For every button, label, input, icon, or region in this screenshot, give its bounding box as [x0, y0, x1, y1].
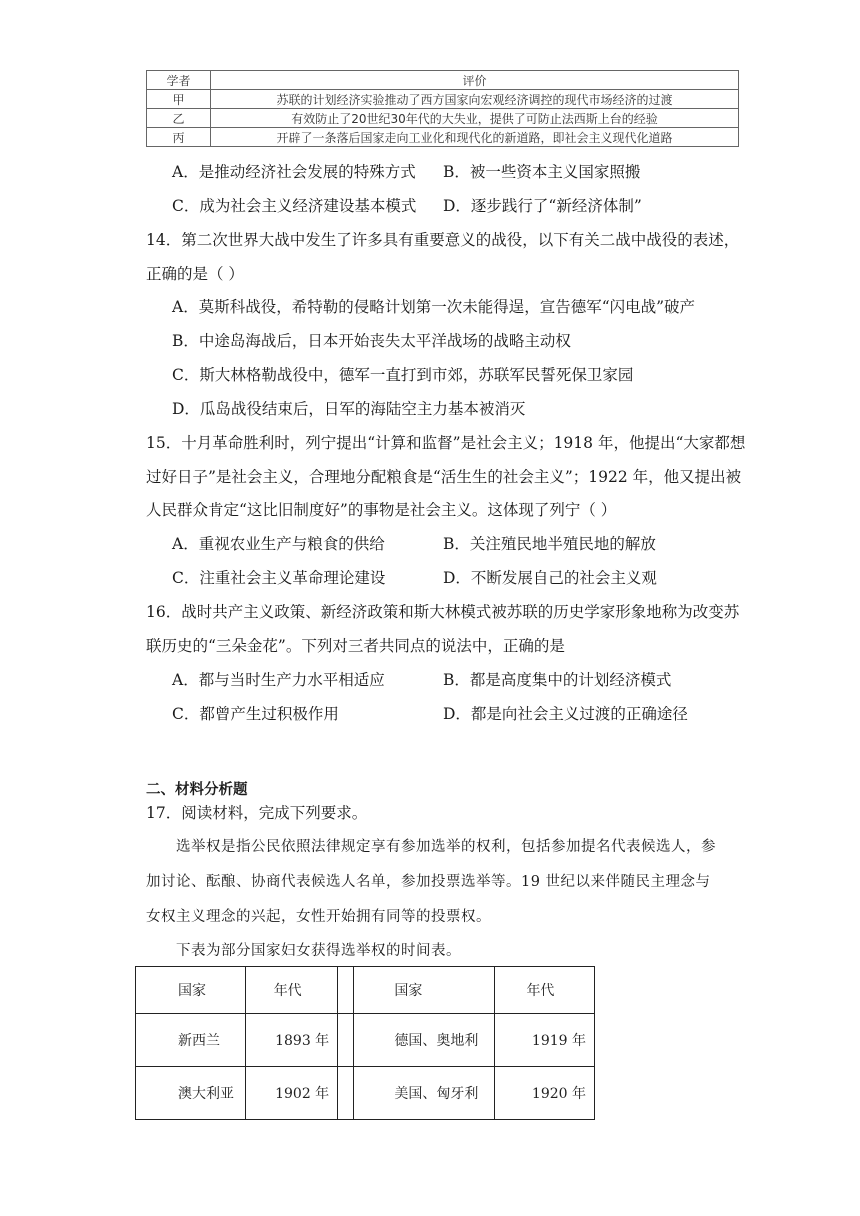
header-year: 年代	[494, 967, 594, 1014]
table-row	[147, 128, 739, 147]
country-cell: 澳大利亚	[136, 1067, 246, 1120]
scholar-cell: 甲	[147, 90, 211, 109]
header-year: 年代	[246, 967, 338, 1014]
q13-option-b[interactable]: B．被一些资本主义国家照搬	[443, 163, 641, 181]
q16-option-c[interactable]: C．都曾产生过积极作用	[172, 705, 339, 723]
country-cell: 新西兰	[136, 1014, 246, 1067]
scholar-cell: 乙	[147, 109, 211, 128]
section-title: 二、材料分析题	[146, 782, 248, 798]
header-evaluation: 评价	[211, 71, 739, 90]
table-row	[136, 1014, 595, 1067]
women-suffrage-table	[135, 966, 595, 1120]
q13-option-c[interactable]: C．成为社会主义经济建设基本模式	[172, 197, 417, 215]
table-header-row	[147, 71, 739, 90]
q15-stem-line2: 过好日子”是社会主义，合理地分配粮食是“活生生的社会主义”；1922 年，他又提出被	[146, 468, 742, 486]
q13-option-a[interactable]: A．是推动经济社会发展的特殊方式	[172, 163, 416, 181]
q16-option-a[interactable]: A．都与当时生产力水平相适应	[172, 671, 385, 689]
q13-option-d[interactable]: D．逐步践行了“新经济体制”	[443, 197, 642, 215]
year-cell: 1893 年	[246, 1014, 338, 1067]
q16-option-b[interactable]: B．都是高度集中的计划经济模式	[443, 671, 672, 689]
q14-option-c[interactable]: C．斯大林格勒战役中，德军一直打到市郊，苏联军民誓死保卫家园	[172, 366, 634, 384]
table-gap	[338, 1067, 354, 1120]
q14-stem-line2: 正确的是（ ）	[146, 265, 244, 283]
scholar-cell: 丙	[147, 128, 211, 147]
q15-stem-line1: 15．十月革命胜利时，列宁提出“计算和监督”是社会主义；1918 年，他提出“大家都想	[146, 434, 746, 452]
header-scholar: 学者	[147, 71, 211, 90]
evaluation-cell: 苏联的计划经济实验推动了西方国家向宏观经济调控的现代市场经济的过渡	[211, 90, 739, 109]
year-cell: 1919 年	[494, 1014, 594, 1067]
evaluation-cell: 开辟了一条落后国家走向工业化和现代化的新道路，即社会主义现代化道路	[211, 128, 739, 147]
year-cell: 1902 年	[246, 1067, 338, 1120]
q14-option-d[interactable]: D．瓜岛战役结束后，日军的海陆空主力基本被消灭	[172, 400, 526, 418]
q16-option-d[interactable]: D．都是向社会主义过渡的正确途径	[443, 705, 688, 723]
table-header-row	[136, 967, 595, 1014]
q15-option-d[interactable]: D．不断发展自己的社会主义观	[443, 569, 657, 587]
header-country: 国家	[136, 967, 246, 1014]
material-line1: 选举权是指公民依照法律规定享有参加选举的权利，包括参加提名代表候选人，参	[176, 839, 716, 855]
country-cell: 美国、匈牙利	[354, 1067, 495, 1120]
table-row	[147, 90, 739, 109]
q14-option-a[interactable]: A．莫斯科战役，希特勒的侵略计划第一次未能得逞，宣告德军“闪电战”破产	[172, 298, 696, 316]
table-gap	[338, 967, 354, 1014]
q16-stem-line1: 16．战时共产主义政策、新经济政策和斯大林模式被苏联的历史学家形象地称为改变苏	[146, 603, 740, 621]
year-cell: 1920 年	[494, 1067, 594, 1120]
material-line3: 女权主义理念的兴起，女性开始拥有同等的投票权。	[146, 909, 491, 925]
q15-option-b[interactable]: B．关注殖民地半殖民地的解放	[443, 535, 656, 553]
q17-stem: 17．阅读材料，完成下列要求。	[146, 804, 368, 822]
country-cell: 德国、奥地利	[354, 1014, 495, 1067]
q16-stem-line2: 联历史的“三朵金花”。下列对三者共同点的说法中，正确的是	[146, 637, 565, 655]
q14-option-b[interactable]: B．中途岛海战后，日本开始丧失太平洋战场的战略主动权	[172, 332, 571, 350]
header-country: 国家	[354, 967, 495, 1014]
q15-option-a[interactable]: A．重视农业生产与粮食的供给	[172, 535, 385, 553]
q15-stem-line3: 人民群众肯定“这比旧制度好”的事物是社会主义。这体现了列宁（ ）	[146, 501, 617, 519]
table-row	[147, 109, 739, 128]
scholar-evaluation-table	[146, 70, 739, 147]
material-line2: 加讨论、酝酿、协商代表候选人名单，参加投票选举等。19 世纪以来伴随民主理念与	[146, 874, 711, 890]
table-intro: 下表为部分国家妇女获得选举权的时间表。	[176, 943, 461, 959]
q15-option-c[interactable]: C．注重社会主义革命理论建设	[172, 569, 386, 587]
table-gap	[338, 1014, 354, 1067]
q14-stem-line1: 14．第二次世界大战中发生了许多具有重要意义的战役，以下有关二战中战役的表述，	[146, 231, 740, 249]
table-row	[136, 1067, 595, 1120]
evaluation-cell: 有效防止了20世纪30年代的大失业，提供了可防止法西斯上台的经验	[211, 109, 739, 128]
